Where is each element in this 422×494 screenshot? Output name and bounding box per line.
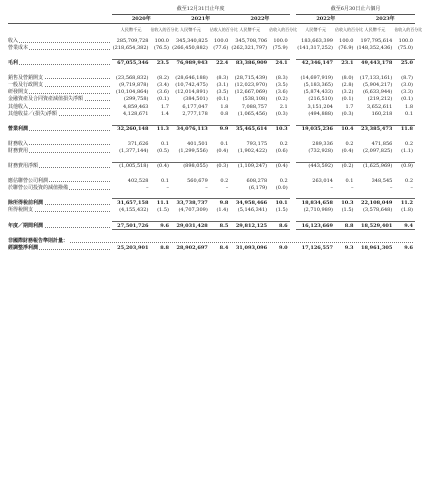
cell-amount: 4,128,671	[123, 111, 149, 118]
row-label	[8, 125, 112, 133]
cell-percentage: 9.4	[394, 222, 415, 230]
cell-amount: 18,529,401	[355, 222, 394, 230]
cell-amount: (1,005,518)	[112, 162, 151, 170]
row-label-text: 毛利	[8, 59, 19, 66]
cell-amount: 401,501	[187, 140, 208, 147]
cell-percentage: 8.6	[269, 222, 290, 230]
table-row	[8, 140, 415, 147]
cell-amount: (28,646,188)	[175, 74, 208, 81]
cell-percentage: 1.8	[220, 103, 229, 110]
cell-amount: 18,961,305	[360, 245, 393, 252]
row-label	[8, 81, 112, 88]
cell-percentage: –	[225, 184, 229, 191]
cell-percentage: 9.6	[150, 222, 171, 230]
cell-percentage: (3.1)	[216, 81, 229, 88]
cell-percentage: (0.1)	[216, 96, 229, 103]
cell-percentage: –	[166, 184, 169, 191]
cell-percentage: (1.5)	[275, 207, 288, 214]
cell-percentage: 1.7	[345, 103, 354, 110]
cell-percentage: (0.9)	[394, 162, 415, 170]
cell-percentage: 0.1	[161, 140, 169, 147]
cell-percentage: 100.0	[213, 37, 229, 44]
cell-amount: 348,545	[371, 177, 393, 184]
row-spacer	[8, 230, 415, 238]
cell-percentage: 9.9	[210, 125, 231, 133]
cell-percentage: (0.4)	[216, 147, 229, 154]
cell-percentage: 11.2	[394, 199, 415, 207]
row-label	[8, 96, 112, 103]
row-spacer	[8, 170, 415, 177]
unit-pct-header: 佔收入的百分比	[269, 27, 298, 32]
period-half-header: 截至6月30日止六個月	[296, 6, 415, 15]
cell-amount: (219,212)	[367, 96, 393, 103]
cell-percentage: 100.0	[398, 37, 413, 44]
table-row	[8, 207, 415, 214]
row-label-text: 財務收入	[8, 140, 29, 147]
cell-percentage: 22.4	[210, 59, 231, 67]
cell-amount: 3,151,204	[307, 103, 333, 110]
cell-percentage: 1.4	[161, 111, 169, 118]
row-label	[8, 110, 112, 117]
cell-percentage: 100.0	[339, 37, 354, 44]
cell-percentage: (8.3)	[275, 74, 288, 81]
row-label-text: 營業利潤	[8, 126, 29, 133]
cell-percentage: (8.0)	[341, 74, 354, 81]
cell-amount: (17,133,161)	[359, 74, 393, 81]
row-spacer	[8, 214, 415, 222]
cell-percentage: 23.5	[150, 59, 171, 67]
cell-amount: (262,321,797)	[231, 44, 268, 51]
table-row	[8, 199, 415, 207]
cell-percentage: 0.8	[220, 111, 229, 118]
row-label	[8, 140, 112, 147]
cell-amount: (12,667,069)	[234, 89, 268, 96]
row-spacer	[8, 191, 415, 199]
row-label-text: 非國際財務報告準則計量：	[8, 237, 69, 244]
cell-amount: (494,888)	[308, 111, 333, 118]
cell-amount: 31,093,096	[235, 245, 268, 252]
cell-amount: –	[205, 184, 208, 191]
cell-amount: (218,654,382)	[112, 44, 149, 51]
cell-percentage: (76.9)	[338, 44, 354, 51]
cell-amount: (5,183,365)	[303, 81, 333, 88]
table-row	[8, 88, 415, 95]
cell-percentage: 8.8	[160, 245, 169, 252]
cell-percentage: (3.3)	[401, 89, 413, 96]
cell-amount: 31,657,158	[112, 199, 151, 207]
row-label-text: 財務費用淨額	[8, 162, 39, 169]
cell-amount: 183,663,399	[301, 37, 333, 44]
year-header: 2022年	[230, 15, 289, 24]
cell-amount: 18,834,658	[296, 199, 335, 207]
cell-percentage: 0.2	[345, 140, 354, 147]
cell-amount: (443,592)	[296, 162, 335, 170]
row-spacer	[8, 52, 415, 60]
cell-amount: (1,065,456)	[237, 111, 268, 118]
cell-percentage: 2.1	[279, 103, 288, 110]
cell-percentage: 0.2	[279, 177, 288, 184]
cell-percentage: 8.4	[219, 245, 229, 252]
cell-amount: (23,568,832)	[115, 74, 149, 81]
cell-amount: (10,742,475)	[175, 81, 208, 88]
cell-percentage: 100.0	[154, 37, 169, 44]
cell-amount: –	[389, 184, 393, 191]
cell-amount: 160,218	[371, 111, 393, 118]
cell-percentage: (0.1)	[157, 96, 169, 103]
cell-percentage: 9.8	[210, 199, 231, 207]
cell-amount: (5,874,433)	[303, 89, 333, 96]
cell-percentage: (0.2)	[275, 96, 288, 103]
table-body	[8, 37, 415, 252]
cell-percentage: 8.5	[210, 222, 231, 230]
cell-percentage: (1.5)	[341, 207, 354, 214]
cell-percentage: 0.2	[405, 177, 413, 184]
cell-percentage: 10.3	[335, 199, 356, 207]
year-header: 2022年	[296, 15, 355, 24]
cell-amount: (28,715,439)	[234, 74, 268, 81]
cell-amount: 42,346,147	[296, 59, 335, 67]
row-label-text: 財務費用	[8, 147, 29, 154]
cell-amount: 289,336	[312, 140, 333, 147]
cell-percentage: (8.3)	[216, 74, 229, 81]
cell-amount: (1,625,969)	[355, 162, 394, 170]
table-row	[8, 162, 415, 170]
row-label	[8, 103, 112, 110]
cell-amount: 371,626	[127, 140, 149, 147]
cell-amount: 6,177,047	[182, 103, 208, 110]
income-statement-table	[8, 6, 422, 252]
cell-percentage: 9.6	[404, 245, 413, 252]
cell-percentage: 0.1	[220, 140, 229, 147]
cell-amount: (538,108)	[242, 96, 268, 103]
cell-percentage: (3.5)	[275, 81, 288, 88]
cell-percentage: –	[410, 184, 413, 191]
cell-amount: (1,377,144)	[119, 147, 149, 154]
cell-percentage: 10.1	[269, 199, 290, 207]
cell-amount: (299,758)	[123, 96, 149, 103]
cell-amount: 67,055,346	[112, 59, 151, 67]
row-label	[8, 222, 112, 230]
cell-amount: 345,340,825	[175, 37, 208, 44]
cell-amount: 29,031,428	[171, 222, 210, 230]
cell-amount: 23,385,473	[355, 125, 394, 133]
unit-pct-header: 佔收入的百分比	[209, 27, 238, 32]
unit-amount-header: 人民幣千元	[179, 27, 201, 32]
cell-percentage: (3.6)	[275, 89, 288, 96]
year-header: 2020年	[112, 15, 171, 24]
row-label	[8, 199, 112, 207]
row-label	[8, 184, 112, 191]
cell-amount: 22,108,049	[355, 199, 394, 207]
table-row	[8, 177, 415, 184]
row-label-text: 於聯營公司投資的減值撥備	[8, 184, 69, 191]
row-spacer	[8, 133, 415, 140]
cell-amount: (141,317,252)	[297, 44, 333, 51]
period-annual-header: 截至12月31日止年度	[112, 6, 290, 15]
cell-percentage: (0.3)	[341, 111, 354, 118]
table-row	[8, 103, 415, 110]
cell-percentage: 10.3	[269, 125, 290, 133]
cell-percentage: 1.8	[405, 103, 413, 110]
cell-amount: (6,633,944)	[362, 89, 393, 96]
row-label-text: 其他收入	[8, 103, 29, 110]
cell-amount: 17,126,557	[301, 245, 333, 252]
cell-amount: (732,928)	[308, 147, 333, 154]
row-label	[8, 177, 112, 184]
cell-amount: (12,014,891)	[175, 89, 208, 96]
cell-percentage: (0.5)	[157, 147, 169, 154]
row-label	[8, 162, 112, 170]
table-row	[8, 37, 415, 44]
row-label	[8, 88, 112, 95]
cell-amount: (266,450,882)	[172, 44, 208, 51]
row-label	[8, 207, 112, 214]
row-label-text: 所得稅開支	[8, 207, 34, 214]
cell-amount: 28,902,697	[176, 245, 208, 252]
unit-pct-header: 佔收入的百分比	[150, 27, 179, 32]
cell-amount: 16,123,669	[296, 222, 335, 230]
cell-amount: 2,777,178	[182, 111, 208, 118]
cell-amount: 560,679	[187, 177, 208, 184]
cell-amount: (2,097,825)	[362, 147, 393, 154]
cell-percentage: 11.1	[150, 199, 171, 207]
cell-amount: (2,710,989)	[303, 207, 333, 214]
cell-amount: 49,443,178	[355, 59, 394, 67]
cell-percentage: (3.6)	[157, 89, 169, 96]
cell-amount: (898,055)	[171, 162, 210, 170]
cell-amount: 793,175	[246, 140, 268, 147]
table-row	[8, 81, 415, 88]
table-row	[8, 59, 415, 67]
cell-amount: 34,958,466	[230, 199, 269, 207]
cell-percentage: 10.4	[335, 125, 356, 133]
cell-percentage: (3.4)	[157, 81, 169, 88]
cell-amount: 27,501,726	[112, 222, 151, 230]
cell-amount: 19,035,236	[296, 125, 335, 133]
cell-amount: (5,904,217)	[362, 81, 393, 88]
cell-amount: 29,812,125	[230, 222, 269, 230]
cell-percentage: 23.1	[335, 59, 356, 67]
cell-amount: 4,859,463	[123, 103, 149, 110]
cell-amount: –	[330, 184, 333, 191]
cell-amount: 345,708,706	[235, 37, 268, 44]
cell-percentage: (1.4)	[216, 207, 229, 214]
cell-percentage: 11.8	[394, 125, 415, 133]
row-label-text: 研發開支	[8, 89, 29, 96]
cell-percentage: –	[350, 184, 354, 191]
cell-amount: –	[145, 184, 149, 191]
cell-percentage: (8.7)	[401, 74, 413, 81]
cell-percentage: (8.2)	[157, 74, 169, 81]
cell-amount: 32,260,148	[112, 125, 151, 133]
unit-amount-header: 人民幣千元	[305, 27, 327, 32]
cell-amount: 76,989,943	[171, 59, 210, 67]
row-label	[8, 44, 112, 51]
cell-amount: (1,299,556)	[178, 147, 208, 154]
cell-amount: 3,652,611	[366, 103, 393, 110]
cell-amount: 263,014	[312, 177, 333, 184]
unit-amount-header: 人民幣千元	[120, 27, 142, 32]
cell-amount: (10,104,864)	[115, 89, 149, 96]
cell-percentage: 100.0	[273, 37, 288, 44]
unit-amount-header: 人民幣千元	[239, 27, 261, 32]
cell-percentage: (1.5)	[157, 207, 169, 214]
cell-amount: (12,023,970)	[234, 81, 268, 88]
table-row	[8, 110, 415, 117]
cell-percentage: (0.2)	[335, 162, 356, 170]
cell-percentage: (2.8)	[341, 81, 354, 88]
cell-amount: (4,155,432)	[119, 207, 149, 214]
row-label-text: 收入	[8, 37, 19, 44]
cell-percentage: (0.4)	[341, 147, 354, 154]
cell-percentage: 24.1	[269, 59, 290, 67]
table-row	[8, 147, 415, 154]
cell-percentage: 0.1	[345, 177, 354, 184]
row-label	[8, 245, 112, 252]
unit-amount-header: 人民幣千元	[364, 27, 386, 32]
row-spacer	[8, 155, 415, 163]
table-row	[8, 237, 415, 244]
row-label	[8, 147, 112, 154]
cell-amount: 34,076,113	[171, 125, 210, 133]
cell-amount: (14,697,919)	[300, 74, 333, 81]
year-header: 2023年	[355, 15, 415, 24]
cell-percentage: (1.8)	[401, 207, 413, 214]
cell-percentage: 0.2	[220, 177, 229, 184]
cell-percentage: (77.6)	[213, 44, 229, 51]
cell-amount: (3,578,648)	[362, 207, 393, 214]
cell-percentage: 0.2	[405, 140, 413, 147]
row-label	[8, 59, 112, 67]
cell-percentage: (0.3)	[275, 111, 288, 118]
unit-pct-header: 佔收入的百分比	[334, 27, 363, 32]
cell-amount: (148,352,436)	[356, 44, 393, 51]
row-label-text: 年度／期間利潤	[8, 222, 44, 229]
cell-percentage: 9.3	[344, 245, 354, 252]
row-label-text: 金融資產及合同資產減值損失淨額	[8, 96, 84, 103]
cell-amount: 35,465,614	[230, 125, 269, 133]
cell-amount: (384,501)	[183, 96, 208, 103]
cell-percentage: 0.1	[405, 111, 413, 118]
row-spacer	[8, 118, 415, 126]
cell-percentage: 8.8	[335, 222, 356, 230]
row-label	[8, 74, 112, 81]
table-row	[8, 74, 415, 81]
table-row	[8, 184, 415, 191]
row-spacer	[8, 67, 415, 74]
cell-percentage: (0.6)	[275, 147, 288, 154]
cell-percentage: (75.9)	[272, 44, 288, 51]
cell-amount: 285,709,728	[116, 37, 149, 44]
row-label-text: 一般及行政開支	[8, 81, 44, 88]
cell-percentage: (0.3)	[210, 162, 231, 170]
cell-percentage: (0.0)	[275, 184, 288, 191]
cell-percentage: 0.1	[161, 177, 169, 184]
table-row	[8, 222, 415, 230]
table-row	[8, 44, 415, 51]
cell-percentage: (3.5)	[216, 89, 229, 96]
cell-percentage: 9.0	[278, 245, 288, 252]
cell-percentage: 1.7	[161, 103, 169, 110]
row-label-text: 營業成本	[8, 44, 29, 51]
cell-amount: (1,902,422)	[237, 147, 268, 154]
table-row	[8, 96, 415, 103]
cell-amount: (1,109,247)	[230, 162, 269, 170]
cell-amount: (5,146,341)	[237, 207, 268, 214]
cell-percentage: (0.4)	[150, 162, 171, 170]
row-label-text: 除所得稅前利潤	[8, 199, 44, 206]
cell-percentage: (0.1)	[341, 96, 354, 103]
row-label	[8, 37, 112, 44]
cell-percentage: (1.1)	[401, 147, 413, 154]
cell-amount: 608,278	[246, 177, 268, 184]
cell-percentage: (3.0)	[401, 81, 413, 88]
table-row	[8, 245, 415, 252]
cell-amount: 471,856	[371, 140, 393, 147]
cell-amount: 197,795,614	[360, 37, 393, 44]
cell-amount: 7,088,757	[241, 103, 268, 110]
row-label-text: 銷售及營銷開支	[8, 74, 44, 81]
cell-amount: (6,179)	[248, 184, 268, 191]
row-label-text: 其他收益／(損失)淨額	[8, 111, 57, 118]
unit-pct-header: 佔收入的百分比	[394, 27, 422, 32]
table-row	[8, 125, 415, 133]
cell-percentage: (3.2)	[341, 89, 354, 96]
cell-percentage: 11.3	[150, 125, 171, 133]
cell-percentage: (75.0)	[397, 44, 413, 51]
row-label-text: 應佔聯營公司利潤	[8, 177, 49, 184]
cell-amount: (4,707,309)	[178, 207, 208, 214]
cell-amount: 25,203,901	[117, 245, 149, 252]
cell-amount: 33,738,737	[171, 199, 210, 207]
row-label	[8, 237, 415, 244]
cell-percentage: (76.5)	[153, 44, 169, 51]
cell-percentage: (0.4)	[269, 162, 290, 170]
cell-percentage: 0.2	[279, 140, 288, 147]
cell-amount: 402,528	[127, 177, 149, 184]
cell-amount: (216,510)	[308, 96, 333, 103]
year-header: 2021年	[171, 15, 230, 24]
row-label-text: 經調整淨利潤	[8, 245, 39, 252]
cell-percentage: 25.0	[394, 59, 415, 67]
cell-amount: 83,386,909	[230, 59, 269, 67]
cell-percentage: (0.1)	[401, 96, 413, 103]
cell-amount: (9,719,878)	[119, 81, 149, 88]
